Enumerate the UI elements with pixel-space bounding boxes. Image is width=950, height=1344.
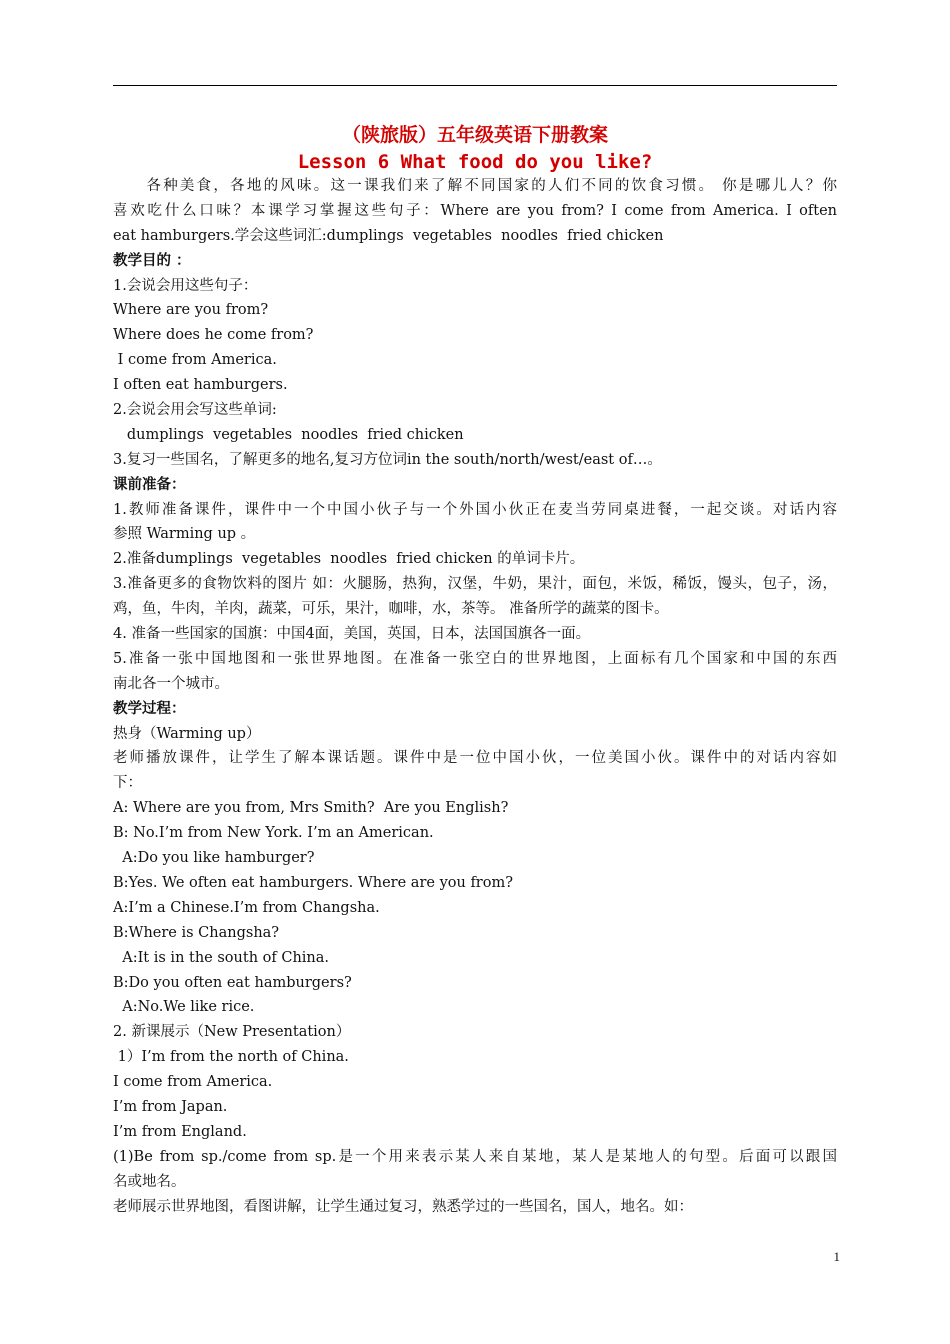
intro-line: 各种美食，各地的风味。这一课我们来了解不同国家的人们不同的饮食习惯。 你是哪儿人？你: [113, 178, 837, 194]
objective-line: 1.会说会用这些句子：: [113, 277, 258, 294]
process-line: I come from America.: [113, 1074, 273, 1091]
preparation-line: 1.教师准备课件，课件中一个中国小伙子与一个外国小伙正在麦当劳同桌进餐，一起交谈。对话内容: [113, 501, 837, 518]
process-line: 老师播放课件，让学生了解本课话题。课件中是一位中国小伙，一位美国小伙。课件中的对话内容如: [113, 750, 837, 767]
title-chinese: （陕旅版）五年级英语下册教案: [341, 124, 608, 146]
objective-line: I often eat hamburgers.: [113, 377, 288, 394]
preparation-line: 4. 准备一些国家的国旗：中国4面，美国，英国，日本，法国国旗各一面。: [113, 626, 591, 643]
dialogue-line: A:No.We like rice.: [113, 999, 255, 1016]
objectives-heading: 教学目的 ：: [113, 251, 191, 269]
objective-line: 3.复习一些国名，了解更多的地名,复习方位词in the south/north/west/east of…。: [113, 451, 662, 468]
process-line: I’m from Japan.: [113, 1098, 228, 1115]
process-line: 2. 新课展示（New Presentation）: [113, 1024, 351, 1041]
title-english: Lesson 6 What food do you like?: [297, 151, 653, 173]
preparation-line: 参照 Warming up 。: [113, 526, 256, 543]
preparation-line: 5.准备一张中国地图和一张世界地图。在准备一张空白的世界地图，上面标有几个国家和中国的东西: [113, 650, 837, 667]
process-line: 下：: [113, 775, 142, 792]
header-rule: [113, 85, 837, 86]
process-line: 名或地名。: [113, 1173, 186, 1190]
page-number: 1: [833, 1249, 840, 1264]
preparation-line: 2.准备dumplings vegetables noodles fried chicken 的单词卡片。: [113, 551, 585, 568]
dialogue-line: A:I’m a Chinese.I’m from Changsha.: [113, 899, 380, 916]
objective-line: Where does he come from?: [113, 327, 314, 344]
process-heading: 教学过程：: [113, 699, 186, 717]
process-line: 老师展示世界地图，看图讲解，让学生通过复习，熟悉学过的一些国名，国人，地名。如：: [113, 1198, 693, 1215]
intro-line: 喜欢吃什么口味？本课学习掌握这些句子：Where are you from? I come from America. I often: [113, 202, 837, 219]
preparation-line: 南北各一个城市。: [113, 675, 229, 692]
objective-line: Where are you from?: [113, 302, 269, 319]
document-body: [113, 174, 837, 1219]
preparation-line: 鸡，鱼，牛肉，羊肉，蔬菜，可乐，果汁，咖啡，水，茶等。 准备所学的蔬菜的图卡。: [113, 601, 669, 618]
objective-line: dumplings vegetables noodles fried chicken: [113, 426, 464, 443]
intro-line: eat hamburgers.学会这些词汇:dumplings vegetables noodles fried chicken: [113, 227, 664, 244]
dialogue-line: B:Where is Changsha?: [113, 924, 280, 941]
dialogue-line: B: No.I’m from New York. I’m an American.: [113, 825, 434, 842]
objective-line: I come from America.: [113, 352, 277, 369]
preparation-line: 3.准备更多的食物饮料的图片 如：火腿肠，热狗，汉堡，牛奶，果汁，面包，米饭，稀饭，馒头，包子，汤，: [113, 576, 837, 593]
dialogue-line: B:Yes. We often eat hamburgers. Where are you from?: [113, 874, 513, 891]
process-line: 热身（Warming up）: [113, 725, 261, 742]
dialogue-line: A: Where are you from, Mrs Smith? Are you English?: [113, 800, 509, 817]
process-line: 1）I’m from the north of China.: [113, 1049, 349, 1066]
dialogue-line: B:Do you often eat hamburgers?: [113, 974, 352, 991]
title-block: [113, 122, 837, 176]
dialogue-line: A:Do you like hamburger?: [113, 850, 315, 867]
preparation-heading: 课前准备：: [113, 475, 186, 493]
objective-line: 2.会说会用会写这些单词:: [113, 402, 277, 419]
process-line: (1)Be from sp./come from sp.是一个用来表示某人来自某地，某人是某地人的句型。后面可以跟国: [113, 1148, 837, 1165]
process-line: I’m from England.: [113, 1123, 247, 1140]
dialogue-line: A:It is in the south of China.: [113, 949, 330, 966]
